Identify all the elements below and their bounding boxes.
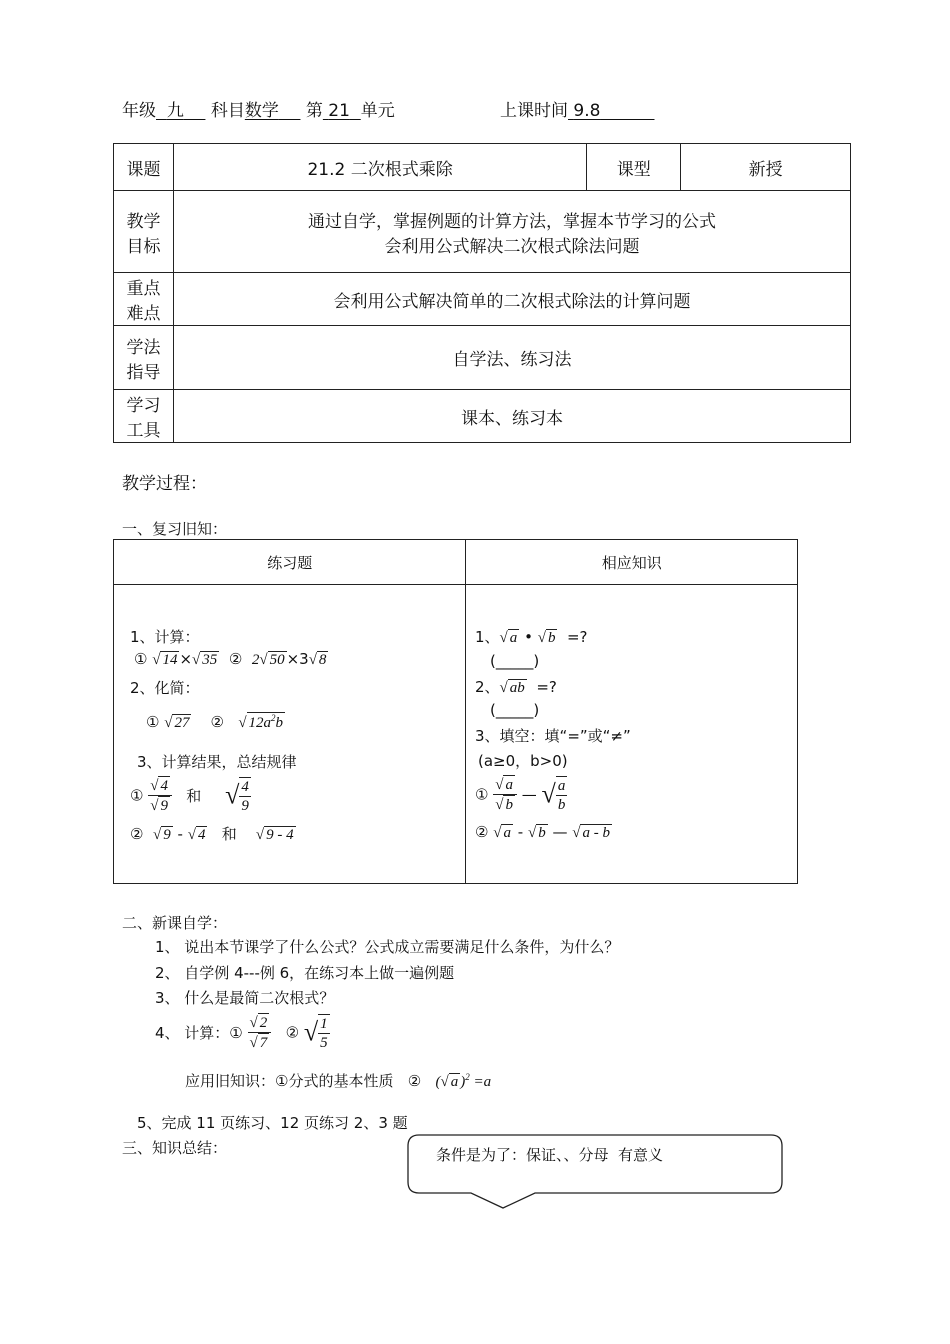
topic-label: 课题 [114,144,174,191]
kn3-title: 3、填空：填“=”或“≠” [475,727,631,745]
class-time [500,96,655,121]
method-value: 自学法、练习法 [173,326,850,390]
kn1-blank: (_____) [490,652,540,670]
ex3-row2: ② √ 9 - √ 4 和 √ 9 - 4 [130,825,294,843]
nl-q3: 3、 什么是最简二次根式？ [155,989,335,1007]
nl-apply: 应用旧知识：①分式的基本性质 ② (√ a )$^2$ =a [185,1072,492,1090]
grade-label: 年级 [122,101,156,121]
header-line [122,96,395,121]
review-title: 一、复习旧知： [122,520,228,538]
kn3-row1: ① $\frac{√ a}{√ b}$ — √ $\frac{a}{b}$ [475,777,566,813]
goal-label: 教学 目标 [114,191,174,273]
ex2-title: 2、化简： [130,679,200,697]
type-label: 课型 [587,144,681,191]
lesson-info-table [113,143,851,443]
ex1-title: 1、计算： [130,628,200,646]
subject-label: 科目 [210,101,245,121]
ex3-row1: ① $\frac{√ 4}{√ 9}$ 和 √ $\frac{4}{9}$ [130,778,249,814]
process-title: 教学过程： [122,474,207,494]
type-value: 新授 [681,144,851,191]
nl-q5: 5、完成 11 页练习、12 页练习 2、3 题 [137,1114,408,1132]
kn3-cond: (a≥0，b>0) [478,752,568,770]
method-label: 学法 指导 [114,326,174,390]
nl-q4: 4、 计算：① $\frac{√ 2}{√ 7}$ ② √ $\frac{1}{5}$ [155,1015,328,1051]
kn1: 1、√ a • √ b =? [475,628,588,646]
summary-title: 三、知识总结： [122,1139,228,1157]
col-header-exercises: 练习题 [114,540,466,585]
topic-value: 21.2 二次根式乘除 [173,144,586,191]
tool-value: 课本、练习本 [173,390,850,443]
grade-value: 九 [166,101,184,121]
unit-suffix: 单元 [360,101,395,121]
ex3-title: 3、计算结果，总结规律 [137,753,297,771]
ex1-expr: ① √ 14 ×√ 35 ② 2√ 50 ×3√ 8 [134,650,327,668]
time-value: 9.8 [573,101,601,121]
key-value: 会利用公式解决简单的二次根式除法的计算问题 [173,273,850,326]
ex2-expr: ① √ 27 ② √ $12a^2b$ [146,713,284,731]
kn2: 2、√ ab =? [475,678,557,696]
nl-q1: 1、 说出本节课学了什么公式？公式成立需要满足什么条件，为什么？ [155,938,620,956]
goal-value: 通过自学，掌握例题的计算方法，掌握本节学习的公式 会利用公式解决二次根式除法问题 [173,191,850,273]
callout-text: 条件是为了：保证、、分母 有意义 [436,1146,664,1164]
subject-value: 数学 [244,101,279,121]
unit-value: 21 [328,101,350,121]
nl-q2: 2、 自学例 4---例 6，在练习本上做一遍例题 [155,964,455,982]
unit-prefix: 第 [305,101,323,121]
new-lesson-title: 二、新课自学： [122,914,228,932]
tool-label: 学习 工具 [114,390,174,443]
kn3-row2: ② √ a - √ b — √ a - b [475,823,610,841]
callout-bubble [405,1130,787,1212]
kn2-blank: (_____) [490,701,540,719]
time-label: 上课时间 [500,101,568,121]
col-header-knowledge: 相应知识 [466,540,798,585]
key-label: 重点 难点 [114,273,174,326]
